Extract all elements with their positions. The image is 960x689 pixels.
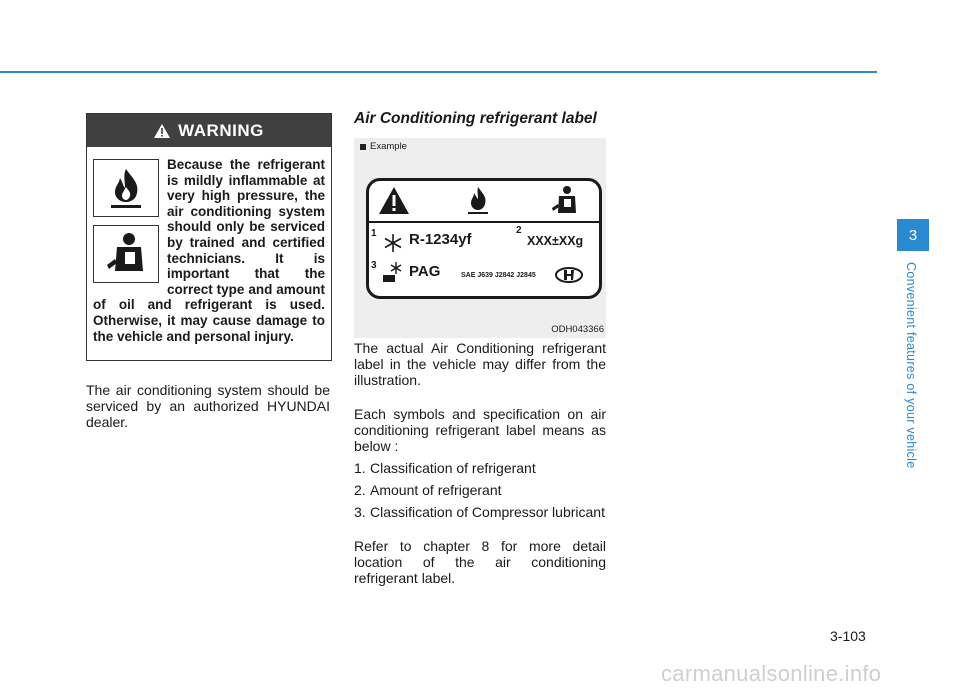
technician-icon (103, 231, 149, 277)
hyundai-logo-icon (555, 267, 583, 283)
technician-small-icon (551, 185, 579, 215)
right-column (354, 340, 606, 586)
chapter-tab: 3 (897, 219, 929, 251)
warning-body (87, 147, 331, 344)
label-number-2: 2 (516, 225, 522, 236)
square-bullet-icon (360, 144, 366, 150)
figure-code: ODH043366 (551, 324, 604, 335)
service-note: The air conditioning system should be serviced by an authorized HYUNDAI dealer. (86, 382, 330, 430)
section-title: Air Conditioning refrigerant label (354, 110, 597, 127)
header-rule (0, 71, 877, 73)
label-number-1: 1 (371, 228, 377, 239)
refrigerant-label-card (366, 178, 602, 299)
oilcan-snowflake-icon (381, 261, 405, 283)
lubricant-type: PAG (409, 263, 441, 280)
label-description: The actual Air Conditioning refrigerant label in the vehicle may differ from the illustration. (354, 340, 606, 388)
warning-header (87, 114, 331, 147)
list-item: 1. Classification of refrigerant (354, 460, 536, 476)
warning-text: Because the refrigerant is mildly inflammable at very high pressure, the air conditioning system should only be serviced by trained and certified technicians. It is important that the correct type and amount of oil and refrigerant is used. Otherwise, it may cause damage to the vehicle and personal injury. (93, 157, 325, 344)
warning-triangle-icon (154, 124, 170, 138)
list-item: 2. Amount of refrigerant (354, 482, 502, 498)
label-symbols-intro: Each symbols and specification on air conditioning refrigerant label means as below : (354, 406, 606, 454)
example-label: Example (370, 141, 407, 152)
label-divider (369, 221, 599, 223)
snowflake-icon (383, 233, 403, 253)
watermark: carmanualsonline.info (661, 661, 882, 686)
warning-title: WARNING (178, 120, 264, 140)
sae-standards: SAE J639 J2842 J2845 (461, 272, 536, 279)
chapter-side-title: Convenient features of your vehicle (904, 262, 918, 469)
chapter-side-title-wrap (900, 262, 920, 492)
label-number-3: 3 (371, 260, 377, 271)
technician-pictogram (93, 225, 159, 283)
refrigerant-amount: XXX±XXg (527, 234, 584, 248)
list-item: 3. Classification of Compressor lubricant (354, 504, 605, 520)
page-number: 3-103 (830, 628, 866, 644)
example-caption (360, 141, 407, 152)
refrigerant-type: R-1234yf (409, 231, 472, 248)
flame-icon (103, 165, 149, 211)
caution-triangle-icon (379, 187, 409, 214)
refer-chapter-note: Refer to chapter 8 for more detail location of the air conditioning refrigerant label. (354, 538, 606, 586)
flammable-icon (466, 185, 490, 215)
label-figure (354, 138, 606, 338)
warning-box (86, 113, 332, 361)
flame-pictogram (93, 159, 159, 217)
